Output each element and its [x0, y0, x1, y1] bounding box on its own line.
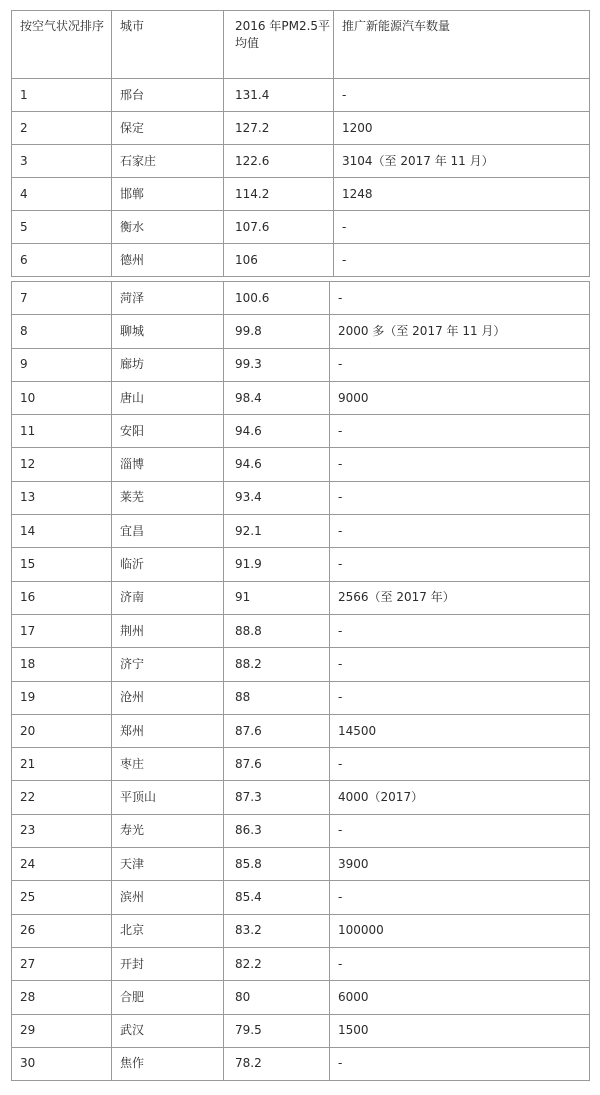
cell-nev: -: [330, 614, 590, 647]
cell-rank: 9: [12, 348, 112, 381]
header-city: 城市: [112, 11, 224, 79]
cell-rank: 17: [12, 614, 112, 647]
table-row: [12, 814, 590, 847]
cell-pm25: 91.9: [224, 548, 330, 581]
table-row: [12, 748, 590, 781]
cell-pm25: 88: [224, 681, 330, 714]
table-row: [12, 848, 590, 881]
cell-pm25: 80: [224, 981, 330, 1014]
table-row: [12, 1014, 590, 1047]
cell-city: 安阳: [112, 415, 224, 448]
cell-city: 平顶山: [112, 781, 224, 814]
cell-nev: 9000: [330, 381, 590, 414]
cell-city: 济宁: [112, 648, 224, 681]
cell-pm25: 106: [224, 244, 334, 277]
cell-city: 武汉: [112, 1014, 224, 1047]
cell-nev: -: [330, 681, 590, 714]
cell-pm25: 93.4: [224, 481, 330, 514]
cell-pm25: 94.6: [224, 448, 330, 481]
table-row: [12, 415, 590, 448]
cell-city: 廊坊: [112, 348, 224, 381]
cell-nev: 2000 多（至 2017 年 11 月）: [330, 315, 590, 348]
cell-nev: -: [330, 481, 590, 514]
cell-city: 枣庄: [112, 748, 224, 781]
table-body-part1: [12, 79, 590, 277]
cell-pm25: 114.2: [224, 178, 334, 211]
cell-rank: 24: [12, 848, 112, 881]
cell-rank: 11: [12, 415, 112, 448]
cell-city: 石家庄: [112, 145, 224, 178]
cell-rank: 16: [12, 581, 112, 614]
cell-rank: 19: [12, 681, 112, 714]
cell-rank: 1: [12, 79, 112, 112]
cell-rank: 15: [12, 548, 112, 581]
table-row: [12, 947, 590, 980]
cell-pm25: 85.4: [224, 881, 330, 914]
cell-city: 北京: [112, 914, 224, 947]
cell-city: 保定: [112, 112, 224, 145]
cell-rank: 21: [12, 748, 112, 781]
cell-pm25: 78.2: [224, 1047, 330, 1080]
cell-city: 唐山: [112, 381, 224, 414]
cell-nev: 3900: [330, 848, 590, 881]
cell-city: 临沂: [112, 548, 224, 581]
table-row: [12, 914, 590, 947]
table-row: [12, 348, 590, 381]
cell-nev: 4000（2017）: [330, 781, 590, 814]
cell-pm25: 131.4: [224, 79, 334, 112]
cell-pm25: 79.5: [224, 1014, 330, 1047]
cell-nev: 6000: [330, 981, 590, 1014]
table-row: [12, 614, 590, 647]
cell-nev: 100000: [330, 914, 590, 947]
cell-rank: 5: [12, 211, 112, 244]
cell-pm25: 83.2: [224, 914, 330, 947]
cell-pm25: 100.6: [224, 282, 330, 315]
cell-rank: 28: [12, 981, 112, 1014]
cell-city: 邯郸: [112, 178, 224, 211]
cell-rank: 23: [12, 814, 112, 847]
cell-pm25: 127.2: [224, 112, 334, 145]
cell-nev: -: [330, 282, 590, 315]
cell-pm25: 91: [224, 581, 330, 614]
table-row: [12, 448, 590, 481]
cell-city: 焦作: [112, 1047, 224, 1080]
table-row: [12, 515, 590, 548]
cell-nev: -: [334, 244, 590, 277]
table-row: [12, 481, 590, 514]
cell-rank: 10: [12, 381, 112, 414]
cell-rank: 6: [12, 244, 112, 277]
cell-nev: -: [330, 415, 590, 448]
cell-pm25: 87.6: [224, 714, 330, 747]
header-rank: 按空气状况排序: [12, 11, 112, 79]
cell-city: 莱芜: [112, 481, 224, 514]
cell-nev: 1500: [330, 1014, 590, 1047]
cell-pm25: 94.6: [224, 415, 330, 448]
cell-city: 沧州: [112, 681, 224, 714]
table-row: [12, 79, 590, 112]
cell-rank: 13: [12, 481, 112, 514]
table-row: [12, 981, 590, 1014]
cell-city: 济南: [112, 581, 224, 614]
cell-rank: 4: [12, 178, 112, 211]
table-row: [12, 1047, 590, 1080]
cell-city: 宜昌: [112, 515, 224, 548]
table-row: [12, 681, 590, 714]
cell-city: 荆州: [112, 614, 224, 647]
cell-city: 聊城: [112, 315, 224, 348]
cell-pm25: 87.3: [224, 781, 330, 814]
cell-rank: 8: [12, 315, 112, 348]
table-row: [12, 244, 590, 277]
pm25-table-part2: [11, 281, 590, 1081]
table-row: [12, 145, 590, 178]
cell-city: 开封: [112, 947, 224, 980]
cell-pm25: 99.3: [224, 348, 330, 381]
cell-rank: 27: [12, 947, 112, 980]
cell-nev: 1200: [334, 112, 590, 145]
cell-rank: 3: [12, 145, 112, 178]
cell-pm25: 85.8: [224, 848, 330, 881]
cell-nev: 3104（至 2017 年 11 月）: [334, 145, 590, 178]
cell-nev: 14500: [330, 714, 590, 747]
cell-rank: 25: [12, 881, 112, 914]
cell-rank: 12: [12, 448, 112, 481]
cell-city: 郑州: [112, 714, 224, 747]
cell-pm25: 92.1: [224, 515, 330, 548]
cell-city: 菏泽: [112, 282, 224, 315]
cell-nev: -: [330, 448, 590, 481]
header-pm25: 2016 年PM2.5平均值: [224, 11, 334, 79]
pm25-table-part1: [11, 10, 590, 277]
cell-pm25: 88.2: [224, 648, 330, 681]
cell-pm25: 86.3: [224, 814, 330, 847]
cell-city: 邢台: [112, 79, 224, 112]
cell-pm25: 99.8: [224, 315, 330, 348]
cell-pm25: 122.6: [224, 145, 334, 178]
cell-rank: 30: [12, 1047, 112, 1080]
cell-nev: -: [330, 1047, 590, 1080]
cell-city: 寿光: [112, 814, 224, 847]
table-row: [12, 648, 590, 681]
header-nev: 推广新能源汽车数量: [334, 11, 590, 79]
table-row: [12, 112, 590, 145]
cell-pm25: 87.6: [224, 748, 330, 781]
cell-city: 德州: [112, 244, 224, 277]
cell-rank: 18: [12, 648, 112, 681]
cell-rank: 14: [12, 515, 112, 548]
cell-pm25: 88.8: [224, 614, 330, 647]
cell-nev: -: [330, 515, 590, 548]
table-row: [12, 178, 590, 211]
cell-pm25: 107.6: [224, 211, 334, 244]
cell-nev: -: [330, 881, 590, 914]
table-row: [12, 282, 590, 315]
cell-rank: 29: [12, 1014, 112, 1047]
cell-rank: 7: [12, 282, 112, 315]
table-row: [12, 581, 590, 614]
table-row: [12, 714, 590, 747]
cell-pm25: 98.4: [224, 381, 330, 414]
cell-rank: 20: [12, 714, 112, 747]
table-row: [12, 881, 590, 914]
cell-city: 淄博: [112, 448, 224, 481]
cell-city: 滨州: [112, 881, 224, 914]
cell-pm25: 82.2: [224, 947, 330, 980]
table-row: [12, 315, 590, 348]
cell-nev: -: [330, 814, 590, 847]
cell-nev: -: [330, 748, 590, 781]
table-row: [12, 548, 590, 581]
table-row: [12, 211, 590, 244]
cell-nev: -: [330, 648, 590, 681]
cell-rank: 2: [12, 112, 112, 145]
cell-nev: -: [330, 548, 590, 581]
cell-nev: 2566（至 2017 年）: [330, 581, 590, 614]
cell-rank: 22: [12, 781, 112, 814]
cell-nev: -: [334, 211, 590, 244]
cell-city: 天津: [112, 848, 224, 881]
table-body-part2: [12, 282, 590, 1081]
table-row: [12, 381, 590, 414]
cell-nev: -: [330, 348, 590, 381]
cell-nev: -: [334, 79, 590, 112]
cell-nev: 1248: [334, 178, 590, 211]
table-row: [12, 781, 590, 814]
cell-city: 合肥: [112, 981, 224, 1014]
header-row: [12, 11, 590, 79]
cell-rank: 26: [12, 914, 112, 947]
cell-nev: -: [330, 947, 590, 980]
cell-city: 衡水: [112, 211, 224, 244]
